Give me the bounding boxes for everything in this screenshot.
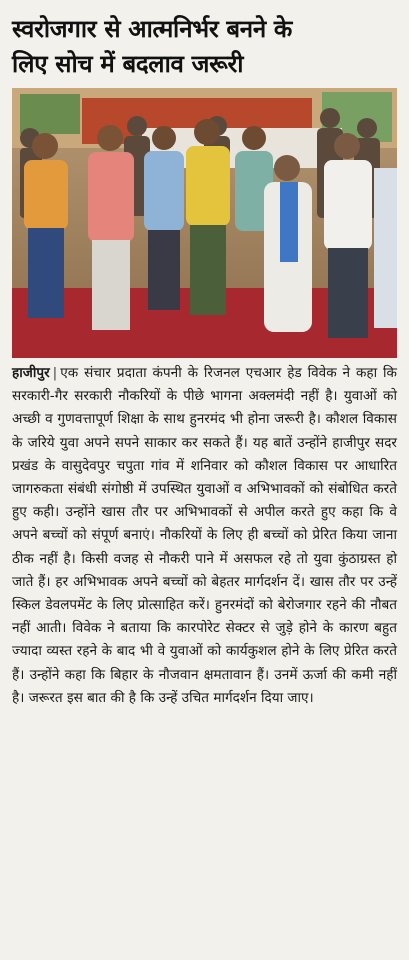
headline [12, 12, 399, 82]
article-body [12, 362, 397, 710]
dateline-separator: | [52, 365, 58, 381]
group-photo-icon [12, 88, 397, 358]
headline-line-1: स्वरोजगार से आत्मनिर्भर बनने के [12, 15, 293, 43]
group-photo [12, 88, 397, 358]
headline-line-2: लिए सोच में बदलाव जरूरी [12, 50, 244, 78]
article-text: एक संचार प्रदाता कंपनी के रिजनल एचआर हेड विवेक ने कहा कि सरकारी-गैर सरकारी नौकरियों के पीछे भागना अक्लमंदी नहीं है। युवाओं को अच्छी व गुणवत्तापूर्ण शिक्षा के साथ हुनरमंद भी होना जरूरी है। कौशल विकास के जरिये युवा अपने सपने साकार कर सकते हैं। यह बातें उन्होंने हाजीपुर सदर प्रखंड के वासुदेवपुर चपुता गांव में शनिवार को कौशल विकास पर आधारित जागरुकता संबंधी संगोष्ठी में उपस्थित युवाओं व अभिभावकों को संबोधित करते हुए कही। उन्होंने खास तौर पर अभिभावकों से अपील करते हुए कहा कि वे अपने बच्चों को संपूर्ण बनाएं। नौकरियों के लिए ही बच्चों को प्रेरित किया जाना ठीक नहीं है। किसी वजह से नौकरी पाने में असफल रहे तो युवा कुंठाग्रस्त हो जाते हैं। हर अभिभावक अपने बच्चों को बेहतर मार्गदर्शन दें। खास तौर पर उन्हें स्किल डेवलपमेंट के लिए प्रोत्साहित करें। हुनरमंदों को बेरोजगार रहने की नौबत नहीं आती। विवेक ने बताया कि कारपोरेट सेक्टर से जुड़े होने के कारण बहुत ज्यादा व्यस्त रहने के बाद भी वे युवाओं को कार्यकुशल होने के लिए प्रेरित करते हैं। उन्होंने कहा कि बिहार के नौजवान क्षमतावान हैं। उनमें ऊर्जा की कमी नहीं है। जरूरत इस बात की है कि उन्हें उचित मार्गदर्शन दिया जाए। [12, 365, 397, 706]
dateline: हाजीपुर [12, 365, 50, 381]
